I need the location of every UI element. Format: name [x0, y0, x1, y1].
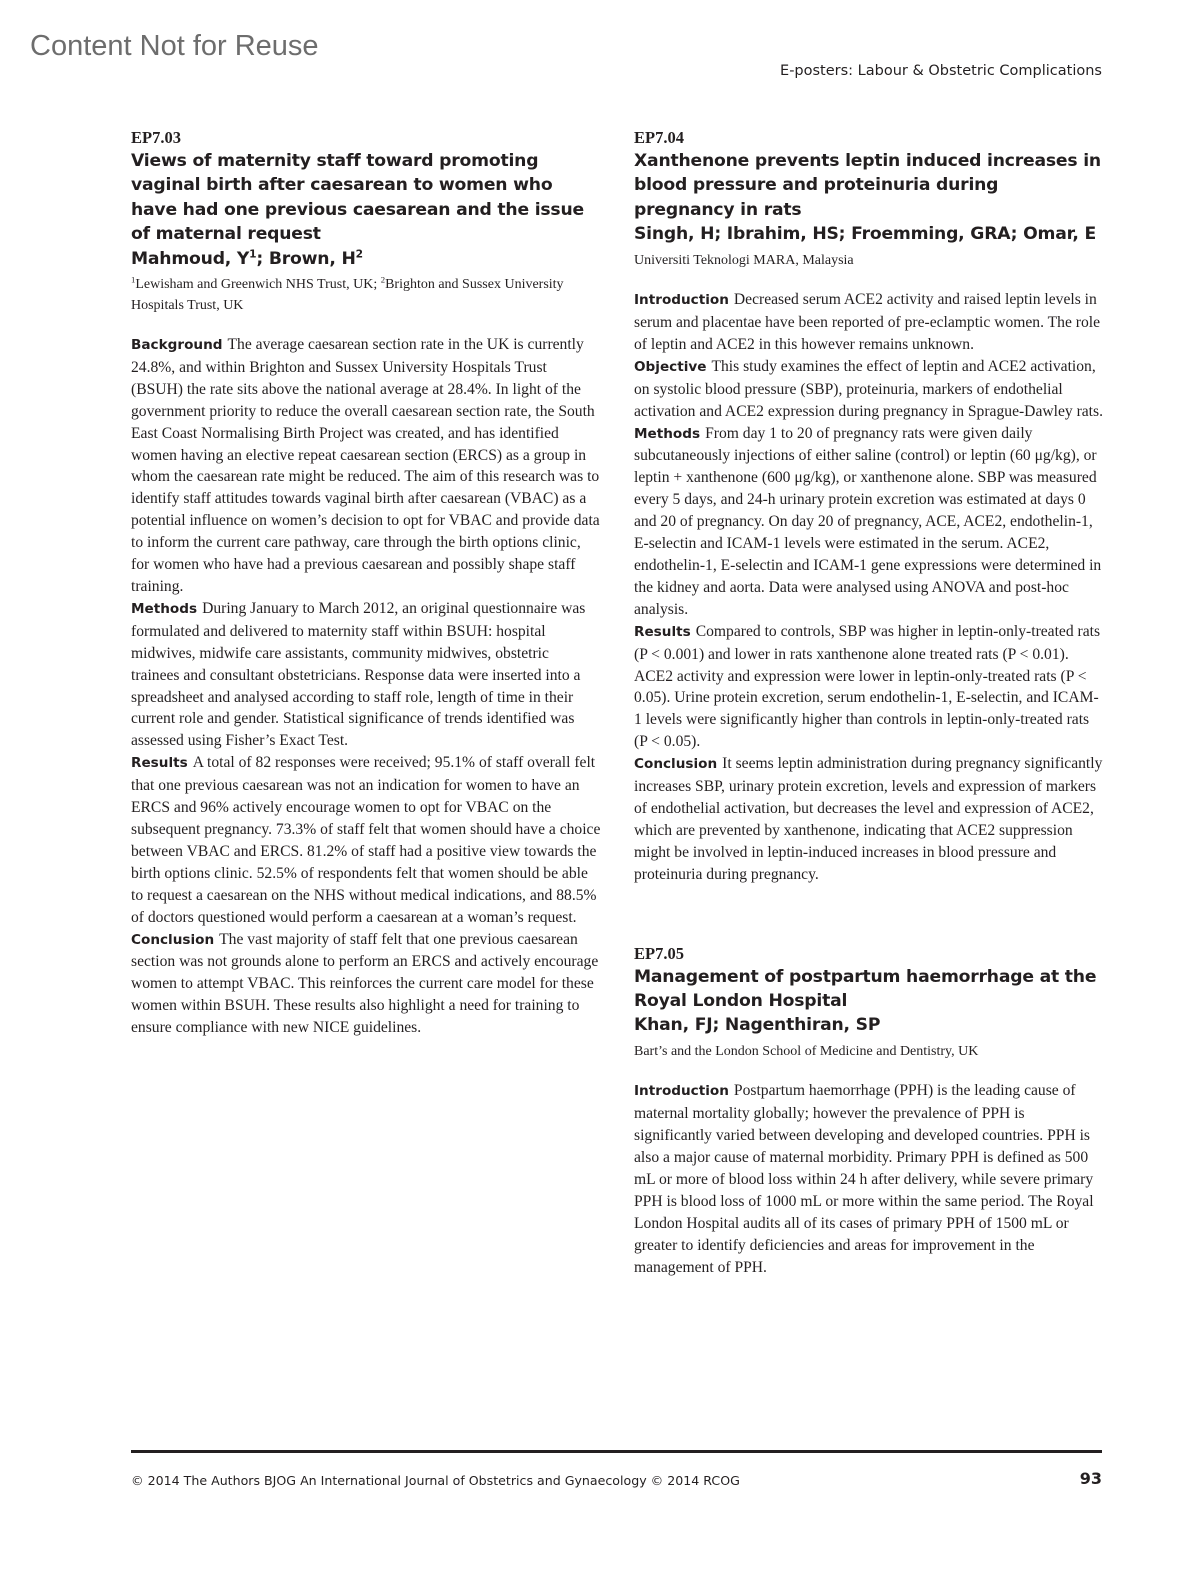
abstract-authors	[131, 247, 601, 271]
abstract-title: Xanthenone prevents leptin induced increases in blood pressure and proteinuria during pregnancy in rats	[634, 151, 1101, 220]
section-heading: Results	[634, 623, 691, 640]
abstract-authors: Khan, FJ; Nagenthiran, SP	[634, 1015, 881, 1036]
section-conclusion	[131, 929, 601, 1040]
section-text: It seems leptin administration during pregnancy significantly increases SBP, urinary protein excretion, levels and expression of markers of endothelial activation, but decreases the level and expression of ACE2, which are prevented by xanthenone, indicating that ACE2 suppression might be involved in leptin-induced increases in blood pressure and proteinuria during pregnancy.	[634, 755, 1103, 883]
abstract-affiliation: Bart’s and the London School of Medicine and Dentistry, UK	[634, 1043, 979, 1059]
section-objective	[634, 356, 1104, 423]
affil-text: Brighton and Sussex University Hospitals Trust, UK	[131, 277, 564, 313]
section-results	[131, 752, 601, 928]
author-affil-marker: 2	[355, 246, 363, 260]
section-methods	[634, 423, 1104, 621]
section-text: The vast majority of staff felt that one previous caesarean section was not grounds alone to perform an ERCS and actively encourage women to attempt VBAC. This reinforces the current care model for these women within BSUH. These results also highlight a need for training to ensure compliance with new NICE guidelines.	[131, 930, 599, 1037]
author-name: Brown, H	[268, 248, 356, 269]
affil-marker: 1	[131, 274, 136, 285]
section-conclusion	[634, 753, 1104, 885]
abstract-title: Views of maternity staff toward promoting vaginal birth after caesarean to women who have had one previous caesarean and the issue of maternal request	[131, 151, 584, 245]
abstract-code: EP7.04	[634, 128, 684, 147]
section-text: Decreased serum ACE2 activity and raised leptin levels in serum and placentae have been reported of pre-eclamptic women. The role of leptin and ACE2 in this however remains unknown.	[634, 291, 1101, 353]
abstract-authors: Singh, H; Ibrahim, HS; Froemming, GRA; Omar, E	[634, 224, 1097, 245]
section-heading: Introduction	[634, 292, 729, 309]
section-text: The average caesarean section rate in the UK is currently 24.8%, and within Brighton and Sussex University Hospitals Trust (BSUH) the rate sits above the national average at 28.4%. In light of the government priority to reduce the overall caesarean section rate, the South East Coast Normalising Birth Project was created, and has identified women having an elective repeat caesarean section (ERCS) as a group in whom the caesarean rate might be reduced. The aim of this research was to identify staff attitudes towards vaginal birth after caesarean (VBAC) as a potential influence on women’s decision to opt for VBAC and provide data to inform the current care pathway, care through the birth options clinic, for women who have had a previous caesarean and possibly shape staff training.	[131, 336, 600, 595]
abstract-body	[131, 334, 601, 1039]
author-affil-marker: 1	[249, 246, 257, 260]
abstract-affiliation: Universiti Teknologi MARA, Malaysia	[634, 252, 854, 268]
abstract-ep7-04	[634, 128, 1104, 886]
section-heading: Methods	[634, 425, 701, 442]
section-text: Postpartum haemorrhage (PPH) is the leading cause of maternal mortality globally; however the prevalence of PPH is significantly varied between developing and developed countries. PPH is also a major cause of maternal morbidity. Primary PPH is defined as 500 mL or more of blood loss within 24 h after delivery, while severe primary PPH is blood loss of 1000 mL or more within the same period. The Royal London Hospital audits all of its cases of primary PPH of 1500 mL or greater to identify deficiencies and areas for improvement in the management of PPH.	[634, 1082, 1094, 1276]
section-text: A total of 82 responses were received; 95.1% of staff overall felt that one previous caesarean was not an indication for women to have an ERCS and 96% actively encourage women to opt for VBAC on the subsequent pregnancy. 73.3% of staff felt that women should have a choice between VBAC and ERCS. 81.2% of staff had a positive view towards the birth options clinic. 52.5% of respondents felt that women should be able to request a caesarean on the NHS without medical indications, and 88.5% of doctors questioned would perform a caesarean at a woman’s request.	[131, 754, 601, 926]
author-name: Mahmoud, Y	[131, 248, 250, 269]
affil-marker: 2	[380, 274, 386, 285]
section-text: Compared to controls, SBP was higher in leptin-only-treated rats (P < 0.001) and lower in rats xanthenone alone treated rats (P < 0.01). ACE2 activity and expression were lower in leptin-only-treated rats (P < 0.05). Urine protein excretion, serum endothelin-1, E-selectin, and ICAM-1 levels were significantly higher than controls in leptin-only-treated rats (P < 0.05).	[634, 622, 1101, 751]
section-introduction	[634, 1080, 1104, 1278]
abstract-body	[634, 289, 1104, 885]
abstract-title: Management of postpartum haemorrhage at the Royal London Hospital	[634, 966, 1097, 1011]
affil-text: Lewisham and Greenwich NHS Trust, UK;	[135, 277, 381, 293]
section-heading: Background	[131, 337, 223, 354]
abstract-ep7-05	[634, 944, 1104, 1279]
section-text: From day 1 to 20 of pregnancy rats were given daily subcutaneously injections of either saline (control) or leptin (60 μg/kg), or leptin + xanthenone (600 μg/kg), or xanthenone alone. SBP was measured every 5 days, and 24-h urinary protein excretion was estimated at days 0 and 20 of pregnancy. On day 20 of pregnancy, ACE, ACE2, endothelin-1, E-selectin and ICAM-1 levels were estimated in the serum. ACE2, endothelin-1, E-selectin and ICAM-1 gene expressions were determined in the kidney and aorta. Data were analysed using ANOVA and post-hoc analysis.	[634, 424, 1102, 618]
running-head: E-posters: Labour & Obstetric Complications	[780, 63, 1102, 79]
right-column	[634, 128, 1104, 1278]
abstract-code: EP7.03	[131, 128, 181, 147]
abstract-code: EP7.05	[634, 943, 684, 963]
section-heading: Results	[131, 755, 188, 772]
section-heading: Methods	[131, 600, 198, 617]
section-introduction	[634, 289, 1104, 356]
author-separator: ;	[256, 248, 269, 269]
section-results	[634, 621, 1104, 753]
section-heading: Conclusion	[634, 756, 718, 773]
section-text: This study examines the effect of leptin and ACE2 activation, on systolic blood pressure (SBP), proteinuria, markers of endothelial activation and ACE2 expression during pregnancy in Sprague-Dawley rats.	[634, 357, 1103, 420]
abstract-ep7-03	[131, 128, 601, 1039]
footer-rule	[131, 1450, 1102, 1453]
section-heading: Introduction	[634, 1083, 729, 1100]
watermark: Content Not for Reuse	[30, 30, 319, 62]
section-text: During January to March 2012, an original questionnaire was formulated and delivered to maternity staff within BSUH: hospital midwives, midwife care assistants, community midwives, obstetric trainees and consultant obstetricians. Response data were inserted into a spreadsheet and analysed according to staff role, length of time in their current role and gender. Statistical significance of trends identified was assessed using Fisher’s Exact Test.	[131, 599, 586, 750]
page-number: 93	[1079, 1469, 1102, 1488]
footer-copyright: © 2014 The Authors BJOG An International Journal of Obstetrics and Gynaecology © 2014 RCOG	[131, 1473, 740, 1488]
section-background	[131, 334, 601, 598]
section-heading: Conclusion	[131, 931, 215, 948]
abstract-body	[634, 1080, 1104, 1278]
section-heading: Objective	[634, 358, 707, 375]
section-methods	[131, 598, 601, 752]
abstract-affiliation	[131, 275, 601, 316]
left-column	[131, 128, 601, 1039]
